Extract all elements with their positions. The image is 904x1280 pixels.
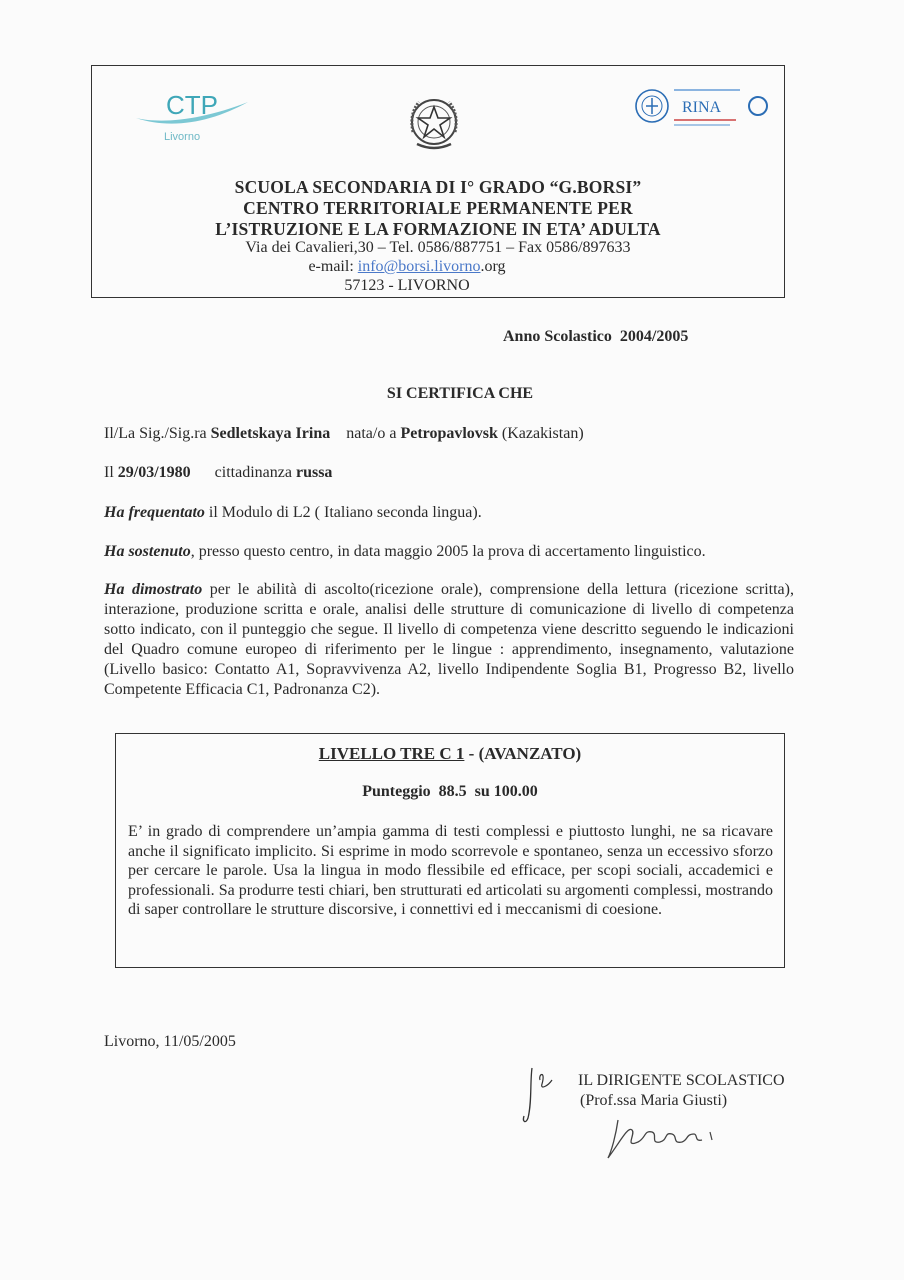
level-title-rest: - (AVANZATO): [464, 744, 582, 763]
signature-name: (Prof.ssa Maria Giusti): [580, 1092, 728, 1109]
signature-role: IL DIRIGENTE SCOLASTICO: [578, 1072, 785, 1089]
demonstrated-lead: Ha dimostrato: [104, 581, 203, 598]
ctp-logo-text: CTP: [166, 90, 218, 120]
school-year-value: 2004/2005: [619, 328, 689, 345]
citizenship: russa: [295, 464, 333, 481]
handwritten-signature-icon: [598, 1112, 738, 1164]
attended-line: [104, 503, 482, 523]
school-name-line2: CENTRO TERRITORIALE PERMANENTE PER: [243, 198, 633, 218]
level-title: [115, 744, 785, 764]
score-line: [115, 783, 785, 801]
level-title-underlined: LIVELLO TRE C 1: [318, 744, 465, 763]
score-value: 88.5: [438, 783, 467, 800]
birth-date: 29/03/1980: [117, 464, 191, 481]
sustained-line: [104, 542, 706, 562]
email-suffix: .org: [480, 258, 506, 275]
score-label: Punteggio: [362, 783, 431, 800]
ctp-logo: [132, 88, 252, 144]
sustained-text: , presso questo centro, in data maggio 2005 la prova di accertamento linguistico.: [190, 543, 706, 560]
school-year-label: Anno Scolastico: [503, 328, 612, 345]
birth-date-line: [104, 463, 332, 483]
score-max: 100.00: [493, 783, 538, 800]
school-name-line3: L’ISTRUZIONE E LA FORMAZIONE IN ETA’ ADULTA: [215, 219, 661, 239]
demonstrated-text: per le abilità di ascolto(ricezione orale), comprensione della lettura (ricezione scritta), interazione, produzione scritta e orale, analisi delle strutture di comunicazione di livello di competenza sotto indicato, con il punteggio che segue. Il livello di competenza viene descritto seguendo le indicazioni del Quadro comune europeo di riferimento per le lingue : apprendimento, insegnamento, valutazione (Livello basico: Contatto A1, Sopravvivenza A2, livello Indipendente Soglia B1, Progresso B2, livello Competente Efficacia C1, Padronanza C2).: [104, 581, 794, 698]
initials-mark-icon: [518, 1062, 558, 1132]
school-name-line1: SCUOLA SECONDARIA DI I° GRADO “G.BORSI”: [234, 177, 642, 197]
school-city: 57123 - LIVORNO: [344, 277, 470, 294]
score-of: su: [474, 783, 490, 800]
rina-text: RINA: [682, 99, 722, 116]
attended-lead: Ha frequentato: [104, 504, 205, 521]
signature-block: [578, 1072, 818, 1110]
demonstrated-paragraph: [104, 580, 794, 700]
italian-republic-emblem-icon: [405, 94, 463, 154]
sustained-lead: Ha sostenuto: [104, 543, 191, 560]
birthplace: Petropavlovsk: [400, 425, 498, 442]
birth-country: (Kazakistan): [501, 425, 584, 442]
person-name: Sedletskaya Irina: [210, 425, 331, 442]
school-year: [503, 327, 688, 347]
person-prefix: Il/La Sig./Sig.ra: [104, 425, 207, 442]
date-prefix: Il: [104, 464, 114, 481]
level-description: E’ in grado di comprendere un’ampia gamma di testi complessi e piuttosto lunghi, ne sa ricavare anche il significato implicito. Si esprime in modo scorrevole e spontaneo, senza un eccessivo sforzo per cercare le parole. Usa la lingua in modo flessibile ed efficace, per scopi sociali, accademici e professionali. Sa produrre testi chiari, ben strutturati ed articolati su argomenti complessi, mostrando di saper controllare le strutture discorsive, i connettivi ed i meccanismi di coesione.: [128, 823, 773, 919]
place-date: Livorno, 11/05/2005: [104, 1033, 236, 1050]
born-label: nata/o a: [346, 425, 397, 442]
school-address: Via dei Cavalieri,30 – Tel. 0586/887751 – Fax 0586/897633: [245, 239, 631, 256]
rina-certification-logo: [632, 82, 774, 130]
citizenship-label: cittadinanza: [214, 464, 292, 481]
email-link[interactable]: info@borsi.livorno: [357, 258, 481, 275]
person-line: [104, 424, 584, 444]
ctp-logo-subtext: Livorno: [164, 131, 201, 143]
school-email-line: [60, 258, 754, 276]
attended-text: il Modulo di L2 ( Italiano seconda lingua).: [204, 504, 482, 521]
certifies-heading: SI CERTIFICA CHE: [386, 385, 534, 402]
email-label: e-mail:: [308, 258, 358, 275]
